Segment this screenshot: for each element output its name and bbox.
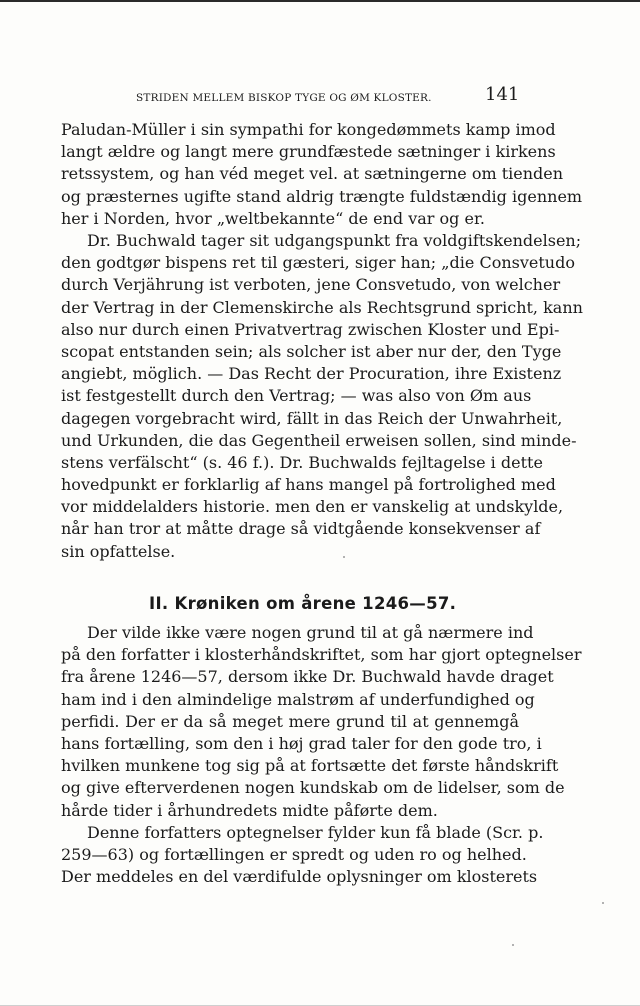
text-line: Der meddeles en del værdifulde oplysninger om klosterets [61, 867, 538, 887]
text-line: perfidi. Der er da så meget mere grund til at gennemgå [61, 711, 519, 731]
text-line: ham ind i den almindelige malstrøm af underfundighed og [61, 689, 535, 709]
text-line: hans fortælling, som den i høj grad taler for den gode tro, i [61, 733, 542, 753]
text-line: her i Norden, hvor „weltbekannte“ de end var og er. [61, 208, 485, 228]
text-line: und Urkunden, die das Gegentheil erweisen sollen, sind minde- [61, 430, 577, 450]
paragraph-3 [61, 622, 582, 822]
scan-speck [343, 556, 345, 558]
text-line: hovedpunkt er forklarlig af hans mangel på fortrolighed med [61, 475, 556, 495]
paragraph-1 [61, 119, 583, 230]
text-line: ist festgestellt durch den Vertrag; — was also von Øm aus [61, 386, 532, 406]
text-line: hvilken munkene tog sig på at fortsætte det første håndskrift [61, 756, 559, 776]
text-line: also nur durch einen Privatvertrag zwischen Kloster und Epi- [61, 319, 560, 339]
text-line: Der vilde ikke være nogen grund til at gå nærmere ind [87, 623, 534, 642]
text-line: Paludan-Müller i sin sympathi for kongedømmets kamp imod [61, 120, 556, 139]
text-line: når han tror at måtte drage så vidtgående konsekvenser af [61, 519, 541, 539]
text-line: hårde tider i århundredets midte påførte dem. [61, 800, 438, 820]
page-number: 141 [485, 84, 520, 105]
running-head: STRIDEN MELLEM BISKOP TYGE OG ØM KLOSTER. [136, 92, 432, 104]
text-line: langt ældre og langt mere grundfæstede sætninger i kirkens [61, 142, 556, 162]
text-line: Dr. Buchwald tager sit udgangspunkt fra voldgiftskendelsen; [87, 231, 582, 250]
text-line: dagegen vorgebracht wird, fällt in das Reich der Unwahrheit, [61, 408, 563, 428]
section-heading: II. Krøniken om årene 1246—57. [149, 594, 457, 613]
scan-speck [602, 902, 604, 904]
paragraph-2 [61, 230, 583, 563]
text-line: der Vertrag in der Clemenskirche als Rechtsgrund spricht, kann [61, 297, 583, 317]
text-line: vor middelalders historie. men den er vanskelig at undskylde, [61, 497, 564, 517]
scan-speck [512, 944, 514, 946]
paragraph-4 [61, 822, 544, 889]
text-line: og præsternes ugifte stand aldrig trængte fuldstændig igennem [61, 186, 583, 206]
text-line: stens verfälscht“ (s. 46 f.). Dr. Buchwalds fejltagelse i dette [61, 452, 543, 472]
top-edge-line [0, 0, 640, 2]
text-line: på den forfatter i klosterhåndskriftet, som har gjort optegnelser [61, 645, 582, 665]
text-line: 259—63) og fortællingen er spredt og uden ro og helhed. [61, 845, 527, 865]
text-line: retssystem, og han véd meget vel. at sætningerne om tienden [61, 164, 564, 184]
text-line: durch Verjährung ist verboten, jene Consvetudo, von welcher [61, 275, 561, 295]
text-line: angiebt, möglich. — Das Recht der Procuration, ihre Existenz [61, 364, 562, 384]
text-line: sin opfattelse. [61, 541, 176, 561]
text-line: og give efterverdenen nogen kundskab om de lidelser, som de [61, 778, 565, 798]
text-line: den godtgør bispens ret til gæsteri, siger han; „die Consvetudo [61, 253, 575, 273]
text-line: Denne forfatters optegnelser fylder kun få blade (Scr. p. [87, 823, 544, 842]
text-line: fra årene 1246—57, dersom ikke Dr. Buchwald havde draget [61, 667, 554, 687]
text-line: scopat entstanden sein; als solcher ist aber nur der, den Tyge [61, 341, 562, 361]
